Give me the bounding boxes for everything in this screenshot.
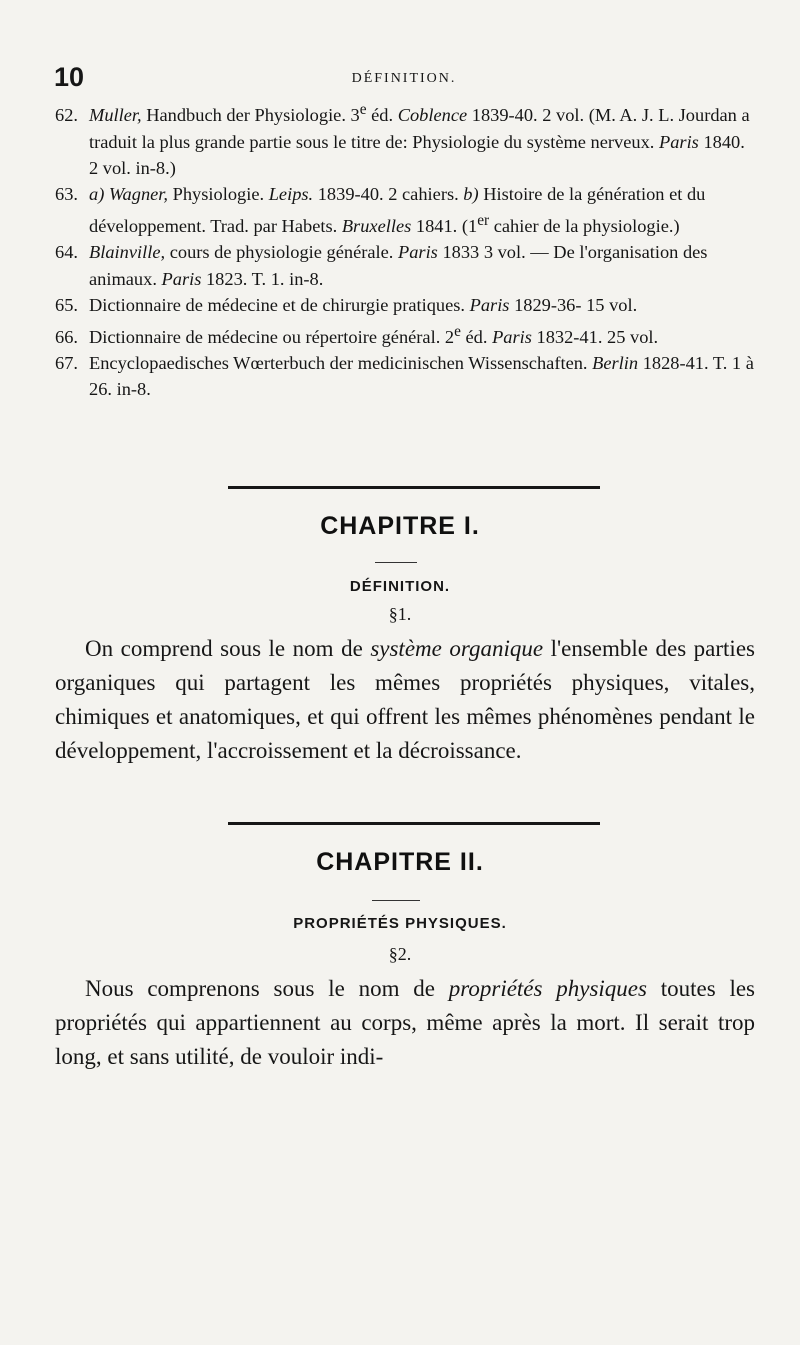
bib-entry-65: 65. Dictionnaire de médecine et de chirurgie pratiques. Paris 1829-36- 15 vol. [55, 295, 638, 316]
chapter-separator [228, 822, 600, 825]
bib-entry-64: 64. Blainville, cours de physiologie générale. Paris 1833 3 vol. — De l'organisation des animaux. Paris 1823. T. 1. in-8. [55, 242, 708, 289]
bib-entry-62: 62. Muller, Handbuch der Physiologie. 3e éd. Coblence 1839-40. 2 vol. (M. A. J. L. Jourdan a traduit la plus grande partie sous le titre de: Physiologie du système nerveux. Paris 1840. 2 vol. in-8.) [55, 101, 750, 178]
chapter-subtitle: PROPRIÉTÉS PHYSIQUES. [293, 915, 507, 932]
page-header [54, 62, 754, 92]
ornament-dash [375, 562, 417, 563]
bib-entry-63: 63. a) Wagner, Physiologie. Leips. 1839-40. 2 cahiers. b) Histoire de la génération et du développement. Trad. par Habets. Bruxelles 1841. (1er cahier de la physiologie.) [55, 184, 706, 236]
running-title: DÉFINITION. [351, 71, 457, 86]
page-number: 10 [54, 62, 85, 92]
chapter-separator [228, 486, 600, 489]
bib-entry-66: 66. Dictionnaire de médecine ou répertoire général. 2e éd. Paris 1832-41. 25 vol. [55, 322, 659, 347]
ornament-dash [372, 900, 420, 901]
bib-entry-67: 67. Encyclopaedisches Wœrterbuch der medicinischen Wissenschaften. Berlin 1828-41. T. 1 à 26. in-8. [55, 353, 754, 400]
chapter-paragraph: Nous comprenons sous le nom de propriétés physiques toutes les propriétés qui appartiennent au corps, même après la mort. Il serait trop long, et sans utilité, de vouloir indi- [55, 976, 756, 1069]
chapter-title: CHAPITRE I. [320, 512, 480, 540]
chapter-subtitle: DÉFINITION. [349, 578, 451, 595]
chapter-paragraph: On comprend sous le nom de système organique l'ensemble des parties organiques qui partagent les mêmes propriétés physiques, vitales, chimiques et anatomiques, et qui offrent les mêmes phénomènes pendant le développement, l'accroissement et la décroissance. [55, 636, 755, 763]
section-mark: §2. [388, 944, 412, 964]
section-mark: §1. [388, 604, 412, 624]
bibliography-list [55, 97, 755, 403]
chapter-title: CHAPITRE II. [316, 848, 484, 876]
